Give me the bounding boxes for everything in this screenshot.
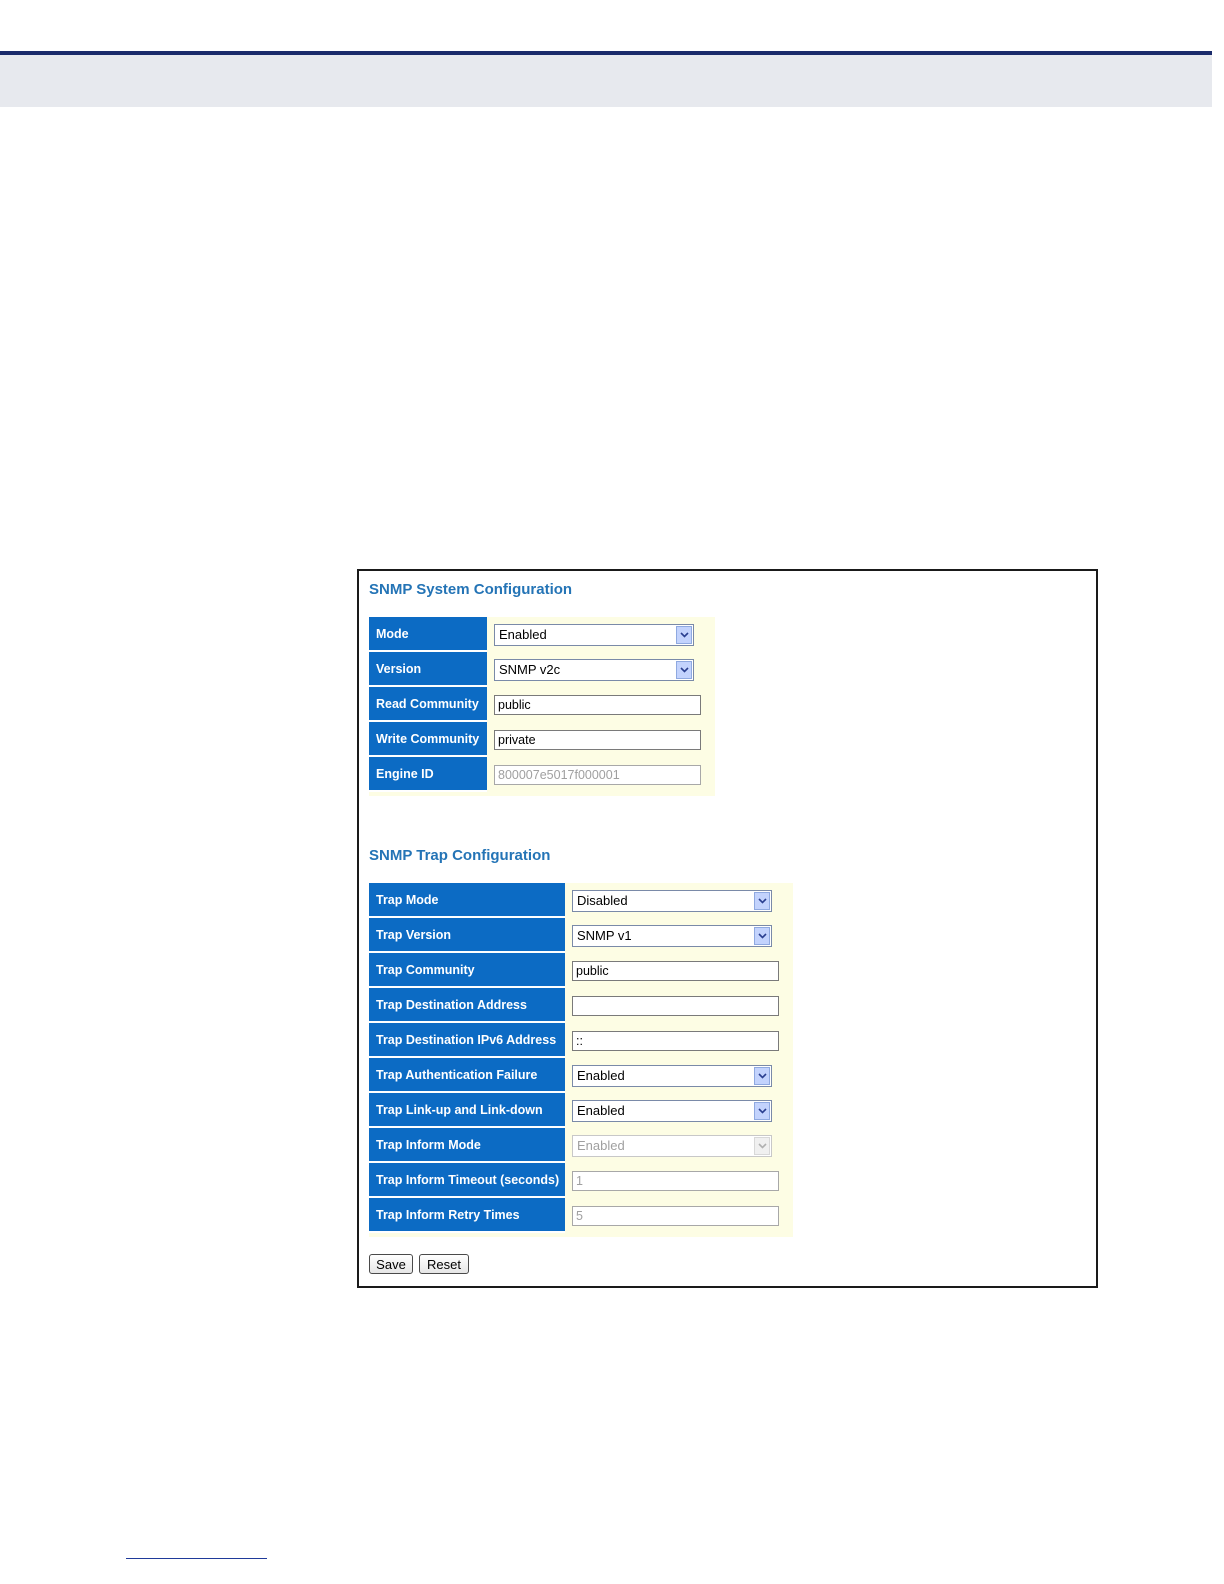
value-cell bbox=[565, 953, 787, 988]
chevron-down-icon[interactable] bbox=[754, 892, 770, 910]
config-row-trap-inform-retry-times bbox=[369, 1198, 787, 1233]
value-cell bbox=[565, 883, 787, 918]
config-row-mode bbox=[369, 617, 709, 652]
config-row-version bbox=[369, 652, 709, 687]
selected-value: Enabled bbox=[577, 1068, 625, 1083]
snmp-config-panel bbox=[357, 569, 1098, 1288]
value-cell bbox=[565, 918, 787, 953]
reset-button[interactable]: Reset bbox=[419, 1254, 469, 1274]
chevron-down-icon[interactable] bbox=[754, 1102, 770, 1120]
config-row-trap-destination-address bbox=[369, 988, 787, 1023]
field-label-trap-destination-ipv6-address: Trap Destination IPv6 Address bbox=[369, 1023, 565, 1058]
chevron-down-icon[interactable] bbox=[676, 626, 692, 644]
value-cell bbox=[487, 652, 709, 687]
mode-select[interactable] bbox=[494, 624, 694, 646]
value-cell bbox=[565, 1163, 787, 1198]
write-community-input[interactable]: private bbox=[494, 730, 701, 750]
config-row-trap-link-up-and-link-down bbox=[369, 1093, 787, 1128]
save-button[interactable]: Save bbox=[369, 1254, 413, 1274]
system-config-title: SNMP System Configuration bbox=[369, 581, 573, 598]
field-label-trap-destination-address: Trap Destination Address bbox=[369, 988, 565, 1023]
config-row-trap-inform-timeout-seconds bbox=[369, 1163, 787, 1198]
chevron-down-icon[interactable] bbox=[754, 927, 770, 945]
read-community-input[interactable]: public bbox=[494, 695, 701, 715]
selected-value: SNMP v2c bbox=[499, 662, 561, 677]
trap-config-table bbox=[369, 883, 793, 1237]
version-select[interactable] bbox=[494, 659, 694, 681]
config-row-trap-destination-ipv6-address bbox=[369, 1023, 787, 1058]
value-cell bbox=[565, 1058, 787, 1093]
field-label-trap-mode: Trap Mode bbox=[369, 883, 565, 918]
value-cell bbox=[565, 1128, 787, 1163]
value-cell bbox=[565, 1198, 787, 1233]
config-row-trap-authentication-failure bbox=[369, 1058, 787, 1093]
config-row-trap-inform-mode bbox=[369, 1128, 787, 1163]
chevron-down-icon[interactable] bbox=[676, 661, 692, 679]
system-config-table bbox=[369, 617, 715, 796]
field-label-trap-version: Trap Version bbox=[369, 918, 565, 953]
field-label-trap-inform-timeout-seconds: Trap Inform Timeout (seconds) bbox=[369, 1163, 565, 1198]
config-row-engine-id bbox=[369, 757, 709, 792]
field-label-trap-authentication-failure: Trap Authentication Failure bbox=[369, 1058, 565, 1093]
trap-destination-address-input[interactable] bbox=[572, 996, 779, 1016]
trap-authentication-failure-select[interactable] bbox=[572, 1065, 772, 1087]
field-label-trap-community: Trap Community bbox=[369, 953, 565, 988]
config-row-trap-version bbox=[369, 918, 787, 953]
field-label-read-community: Read Community bbox=[369, 687, 487, 722]
trap-inform-timeout-seconds-input: 1 bbox=[572, 1171, 779, 1191]
trap-link-up-and-link-down-select[interactable] bbox=[572, 1100, 772, 1122]
selected-value: Enabled bbox=[577, 1103, 625, 1118]
trap-inform-retry-times-input: 5 bbox=[572, 1206, 779, 1226]
field-label-write-community: Write Community bbox=[369, 722, 487, 757]
field-label-mode: Mode bbox=[369, 617, 487, 652]
value-cell bbox=[565, 988, 787, 1023]
value-cell bbox=[487, 617, 709, 652]
config-row-trap-mode bbox=[369, 883, 787, 918]
value-cell bbox=[487, 687, 709, 722]
selected-value: SNMP v1 bbox=[577, 928, 632, 943]
trap-destination-ipv6-address-input[interactable]: :: bbox=[572, 1031, 779, 1051]
chevron-down-icon[interactable] bbox=[754, 1067, 770, 1085]
chevron-down-icon[interactable] bbox=[754, 1137, 770, 1155]
value-cell bbox=[487, 722, 709, 757]
config-row-read-community bbox=[369, 687, 709, 722]
footer-link-rule bbox=[126, 1558, 267, 1559]
field-label-trap-link-up-and-link-down: Trap Link-up and Link-down bbox=[369, 1093, 565, 1128]
selected-value: Enabled bbox=[577, 1138, 625, 1153]
field-label-trap-inform-retry-times: Trap Inform Retry Times bbox=[369, 1198, 565, 1233]
selected-value: Enabled bbox=[499, 627, 547, 642]
trap-config-title: SNMP Trap Configuration bbox=[369, 847, 551, 864]
config-row-write-community bbox=[369, 722, 709, 757]
field-label-engine-id: Engine ID bbox=[369, 757, 487, 792]
field-label-trap-inform-mode: Trap Inform Mode bbox=[369, 1128, 565, 1163]
field-label-version: Version bbox=[369, 652, 487, 687]
engine-id-input: 800007e5017f000001 bbox=[494, 765, 701, 785]
trap-version-select[interactable] bbox=[572, 925, 772, 947]
value-cell bbox=[487, 757, 709, 792]
selected-value: Disabled bbox=[577, 893, 628, 908]
trap-community-input[interactable]: public bbox=[572, 961, 779, 981]
header-band bbox=[0, 55, 1212, 107]
value-cell bbox=[565, 1023, 787, 1058]
value-cell bbox=[565, 1093, 787, 1128]
trap-inform-mode-select bbox=[572, 1135, 772, 1157]
trap-mode-select[interactable] bbox=[572, 890, 772, 912]
config-row-trap-community bbox=[369, 953, 787, 988]
